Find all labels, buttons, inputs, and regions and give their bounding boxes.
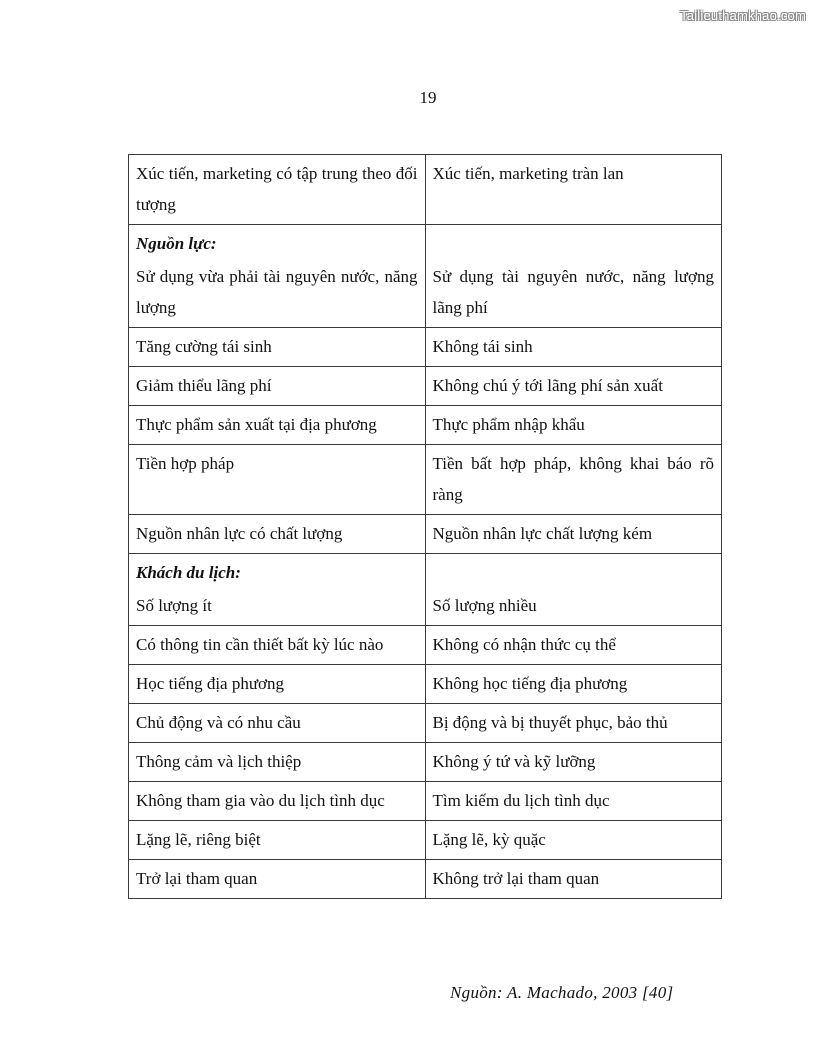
table-cell-right	[425, 445, 722, 515]
cell-text: Số lượng nhiều	[432, 596, 537, 615]
cell-text: Trở lại tham quan	[136, 869, 258, 888]
table-cell-left	[129, 445, 426, 515]
table-row	[129, 626, 722, 665]
table-cell-right	[425, 860, 722, 899]
table-cell-right	[425, 328, 722, 367]
cell-text: Chủ động và có nhu cầu	[136, 713, 301, 732]
cell-text: Học tiếng địa phương	[136, 674, 285, 693]
table-row	[129, 445, 722, 515]
table-cell-left	[129, 367, 426, 406]
table-cell-left	[129, 554, 426, 626]
table-cell-right	[425, 665, 722, 704]
page-number: 19	[419, 88, 437, 107]
cell-text: Tiền hợp pháp	[136, 454, 235, 473]
table-cell-left	[129, 665, 426, 704]
cell-text: Lặng lẽ, kỳ quặc	[432, 830, 546, 849]
table-cell-right	[425, 704, 722, 743]
table-cell-right	[425, 367, 722, 406]
table-row	[129, 328, 722, 367]
section-heading: Khách du lịch:	[136, 563, 241, 582]
table-row	[129, 860, 722, 899]
table-cell-left	[129, 328, 426, 367]
cell-text: Không trở lại tham quan	[432, 869, 600, 888]
comparison-table	[128, 154, 722, 899]
cell-text: Số lượng ít	[136, 596, 212, 615]
table-row	[129, 821, 722, 860]
table-row	[129, 225, 722, 328]
table-cell-left	[129, 515, 426, 554]
cell-text: Xúc tiến, marketing có tập trung theo đối tượng	[136, 164, 418, 214]
table-row	[129, 406, 722, 445]
table-row	[129, 743, 722, 782]
cell-text: Bị động và bị thuyết phục, bảo thủ	[432, 713, 668, 732]
source-citation: Nguồn: A. Machado, 2003 [40]	[450, 983, 674, 1002]
heading-spacer	[433, 557, 715, 590]
cell-text: Không có nhận thức cụ thể	[432, 635, 616, 654]
table-cell-left	[129, 860, 426, 899]
cell-text: Không học tiếng địa phương	[432, 674, 628, 693]
cell-text: Thông cảm và lịch thiệp	[136, 752, 302, 771]
table-row	[129, 515, 722, 554]
table-cell-right	[425, 515, 722, 554]
table-row	[129, 665, 722, 704]
table-cell-left	[129, 743, 426, 782]
table-cell-right	[425, 626, 722, 665]
heading-spacer	[433, 228, 715, 261]
section-heading: Nguồn lực:	[136, 234, 217, 253]
cell-text: Thực phẩm sản xuất tại địa phương	[136, 415, 377, 434]
cell-text: Không ý tứ và kỹ lưỡng	[432, 752, 596, 771]
table-cell-right	[425, 225, 722, 328]
cell-text: Nguồn nhân lực chất lượng kém	[432, 524, 653, 543]
table-cell-right	[425, 782, 722, 821]
cell-text: Không tham gia vào du lịch tình dục	[136, 791, 385, 810]
watermark: Tailieuthamkhao.com	[680, 8, 806, 23]
table-cell-right	[425, 743, 722, 782]
cell-text: Giảm thiểu lãng phí	[136, 376, 272, 395]
table-row	[129, 782, 722, 821]
table-row	[129, 155, 722, 225]
table-cell-right	[425, 406, 722, 445]
table-cell-left	[129, 626, 426, 665]
table-cell-left	[129, 406, 426, 445]
table-cell-left	[129, 821, 426, 860]
cell-text: Tăng cường tái sinh	[136, 337, 272, 356]
cell-text: Lặng lẽ, riêng biệt	[136, 830, 261, 849]
table-cell-left	[129, 225, 426, 328]
cell-text: Không tái sinh	[432, 337, 533, 356]
table-row	[129, 704, 722, 743]
cell-text: Nguồn nhân lực có chất lượng	[136, 524, 343, 543]
cell-text: Thực phẩm nhập khẩu	[432, 415, 585, 434]
cell-text: Không chú ý tới lãng phí sản xuất	[432, 376, 663, 395]
table-row	[129, 367, 722, 406]
table-row	[129, 554, 722, 626]
table-cell-right	[425, 155, 722, 225]
table-cell-left	[129, 782, 426, 821]
cell-text: Sử dụng vừa phải tài nguyên nước, năng lượng	[136, 267, 418, 317]
table-cell-left	[129, 155, 426, 225]
cell-text: Có thông tin cần thiết bất kỳ lúc nào	[136, 635, 384, 654]
table-cell-right	[425, 821, 722, 860]
cell-text: Tìm kiếm du lịch tình dục	[432, 791, 610, 810]
table-cell-left	[129, 704, 426, 743]
table-cell-right	[425, 554, 722, 626]
cell-text: Sử dụng tài nguyên nước, năng lượng lãng phí	[432, 267, 714, 317]
cell-text: Tiền bất hợp pháp, không khai báo rõ ràng	[432, 454, 714, 504]
cell-text: Xúc tiến, marketing tràn lan	[432, 164, 624, 183]
